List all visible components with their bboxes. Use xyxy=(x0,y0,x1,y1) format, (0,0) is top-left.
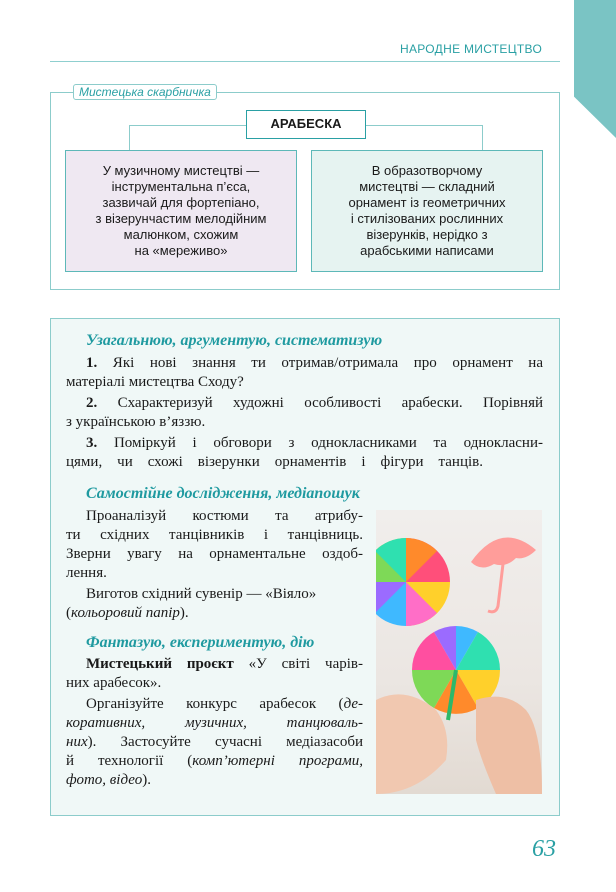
souvenir-material-line xyxy=(66,604,189,623)
def-line: візерунків, нерідко з xyxy=(366,227,488,242)
question-2-line-2: з українською в’яззю. xyxy=(66,414,206,430)
research-line: лення. xyxy=(66,565,107,581)
contest-text: й технології ( xyxy=(66,753,193,769)
question-3-line xyxy=(86,434,543,453)
connector-right xyxy=(482,125,483,150)
heading-fantasize: Фантазую, експериментую, дію xyxy=(86,634,315,651)
definition-visual-art xyxy=(311,150,543,272)
question-3-line-2: цями, чи схожі візерунки орнаментів і фігури танців. xyxy=(66,454,483,470)
heading-generalize: Узагальнюю, аргументую, систематизую xyxy=(86,332,383,349)
contest-line xyxy=(66,771,151,790)
page-number: 63 xyxy=(532,836,556,862)
header-rule xyxy=(50,61,560,62)
contest-text: Організуйте конкурс арабесок ( xyxy=(86,696,344,712)
project-line xyxy=(86,655,363,674)
def-line: з візерунчастим мелодійним xyxy=(95,211,267,226)
heading-research: Самостійне дослідження, медіапошук xyxy=(86,485,360,502)
def-line: орнамент із геометричних xyxy=(348,195,506,210)
question-text: Схарактеризуй художні особливості арабески. Порівняй xyxy=(97,395,543,411)
paren: ( xyxy=(66,605,71,621)
running-head: НАРОДНЕ МИСТЕЦТВО xyxy=(400,42,543,56)
contest-line xyxy=(66,752,363,771)
contest-italic: де- xyxy=(343,696,363,712)
paren: ). xyxy=(179,605,189,621)
contest-line xyxy=(66,733,363,752)
question-text: Поміркуй і обговори з однокласниками та однокласни- xyxy=(97,435,543,451)
question-number: 2. xyxy=(86,395,98,411)
research-line: Зверни увагу на орнаментальне оздоб- xyxy=(66,546,363,562)
def-line: В образотворчому xyxy=(371,163,483,178)
souvenir-line: Виготов східний сувенір — «Віяло» xyxy=(86,586,317,602)
corner-tab xyxy=(574,0,616,138)
def-line: зазвичай для фортепіано, xyxy=(102,195,260,210)
question-2-line xyxy=(86,394,543,413)
question-1-line xyxy=(86,354,543,373)
question-number: 3. xyxy=(86,435,98,451)
contest-italic: комп’ютерні програми, xyxy=(192,753,363,769)
def-line: арабськими написами xyxy=(360,243,494,258)
question-text: Які нові знання ти отримав/отримала про орнамент на xyxy=(97,355,543,371)
contest-italic: них xyxy=(66,734,88,750)
contest-line xyxy=(86,695,363,714)
question-1-line-2: матеріалі мистецтва Сходу? xyxy=(66,374,244,390)
contest-text: ). xyxy=(142,772,151,788)
def-line: У музичному мистецтві — xyxy=(102,163,260,178)
def-line: мистецтві — складний xyxy=(359,179,495,194)
connector-left xyxy=(129,125,130,150)
definition-music xyxy=(65,150,297,272)
material-text: кольоровий папір xyxy=(71,605,180,621)
contest-line: коративних, музичних, танцюваль- xyxy=(66,715,363,731)
research-line: Проаналізуй костюми та атрибу- xyxy=(86,508,363,524)
research-line: ти східних танцівників і танцівниць. xyxy=(66,527,363,543)
project-title: Мистецький проєкт xyxy=(86,656,234,672)
contest-text: ). Застосуйте сучасні медіазасоби xyxy=(87,734,363,750)
def-line: на «мереживо» xyxy=(134,243,228,258)
treasury-box xyxy=(50,85,560,290)
def-line: малюнком, схожим xyxy=(123,227,239,242)
contest-italic: фото, відео xyxy=(66,772,143,788)
paper-umbrella-craft-icon xyxy=(376,510,542,794)
treasury-label: Мистецька скарбничка xyxy=(73,84,217,100)
project-text: «У світі чарів- xyxy=(233,656,363,672)
def-line: і стилізованих рослинних xyxy=(350,211,504,226)
project-line-2: них арабесок». xyxy=(66,675,162,691)
def-line: інструментальна п’єса, xyxy=(111,179,251,194)
question-number: 1. xyxy=(86,355,98,371)
term-box: АРАБЕСКА xyxy=(246,110,366,139)
